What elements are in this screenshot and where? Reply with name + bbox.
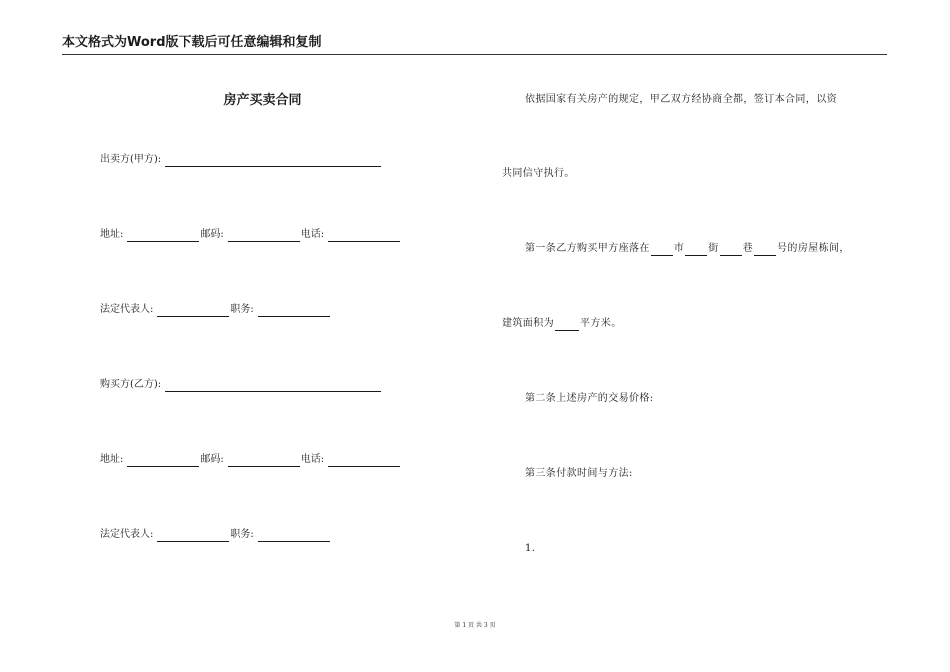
seller-address-label: 地址: [100,229,124,240]
buyer-name-blank [165,380,381,392]
seller-legal-rep-label: 法定代表人: [100,304,154,315]
article1-city: 市 [673,243,685,254]
seller-phone-label: 电话: [300,229,325,240]
seller-legal-rep-line [100,303,331,317]
seller-position-label: 职务: [230,304,254,315]
article1-street: 街 [708,243,719,254]
seller-name-blank [165,155,381,167]
article3-item1: 1. [525,543,536,554]
buyer-legal-rep-blank [157,530,229,542]
seller-legal-rep-blank [157,305,229,317]
seller-address-line [100,228,401,242]
buyer-address-label: 地址: [100,454,124,465]
article1-lane-blank [720,244,742,256]
article1-line1 [525,242,850,256]
article3: 第三条付款时间与方法: [525,468,633,479]
buyer-phone-blank [328,455,400,467]
seller-postcode-label: 邮码: [200,229,224,240]
seller-postcode-blank [228,230,300,242]
buyer-label: 购买方(乙方): [100,379,162,390]
article1-line2 [502,317,622,331]
buyer-position-label: 职务: [230,529,254,540]
seller-label: 出卖方(甲方): [100,154,162,165]
intro-paragraph-line1: 依据国家有关房产的规定，甲乙双方经协商全都，签订本合同，以资 [525,94,837,105]
buyer-legal-rep-label: 法定代表人: [100,529,154,540]
page-header [62,34,887,55]
document-title: 房产买卖合同 [223,93,302,108]
buyer-address-line [100,453,401,467]
buyer-name-line [100,378,382,392]
page-number-footer: 第 1 页 共 3 页 [454,622,496,629]
seller-phone-blank [328,230,400,242]
buyer-phone-label: 电话: [300,454,325,465]
article1-line2-part2: 平方米。 [580,318,622,329]
article1-part1: 第一条乙方购买甲方座落在 [525,243,650,254]
seller-name-line [100,153,382,167]
intro-paragraph-line2: 共同信守执行。 [502,168,575,179]
buyer-legal-rep-line [100,528,331,542]
buyer-position-blank [258,530,330,542]
article1-rest: 号的房屋栋间， [777,243,850,254]
article1-area-blank [555,319,579,331]
buyer-address-blank [127,455,199,467]
article2: 第二条上述房产的交易价格: [525,393,654,404]
buyer-postcode-blank [228,455,300,467]
article1-number-blank [754,244,776,256]
seller-address-blank [127,230,199,242]
seller-position-blank [258,305,330,317]
article1-line2-part1: 建筑面积为 [502,318,554,329]
article1-city-blank [651,244,673,256]
article1-lane: 巷 [742,243,754,254]
buyer-postcode-label: 邮码: [200,454,224,465]
header-text: 本文格式为Word版下载后可任意编辑和复制 [62,35,322,50]
article1-street-blank [685,244,707,256]
